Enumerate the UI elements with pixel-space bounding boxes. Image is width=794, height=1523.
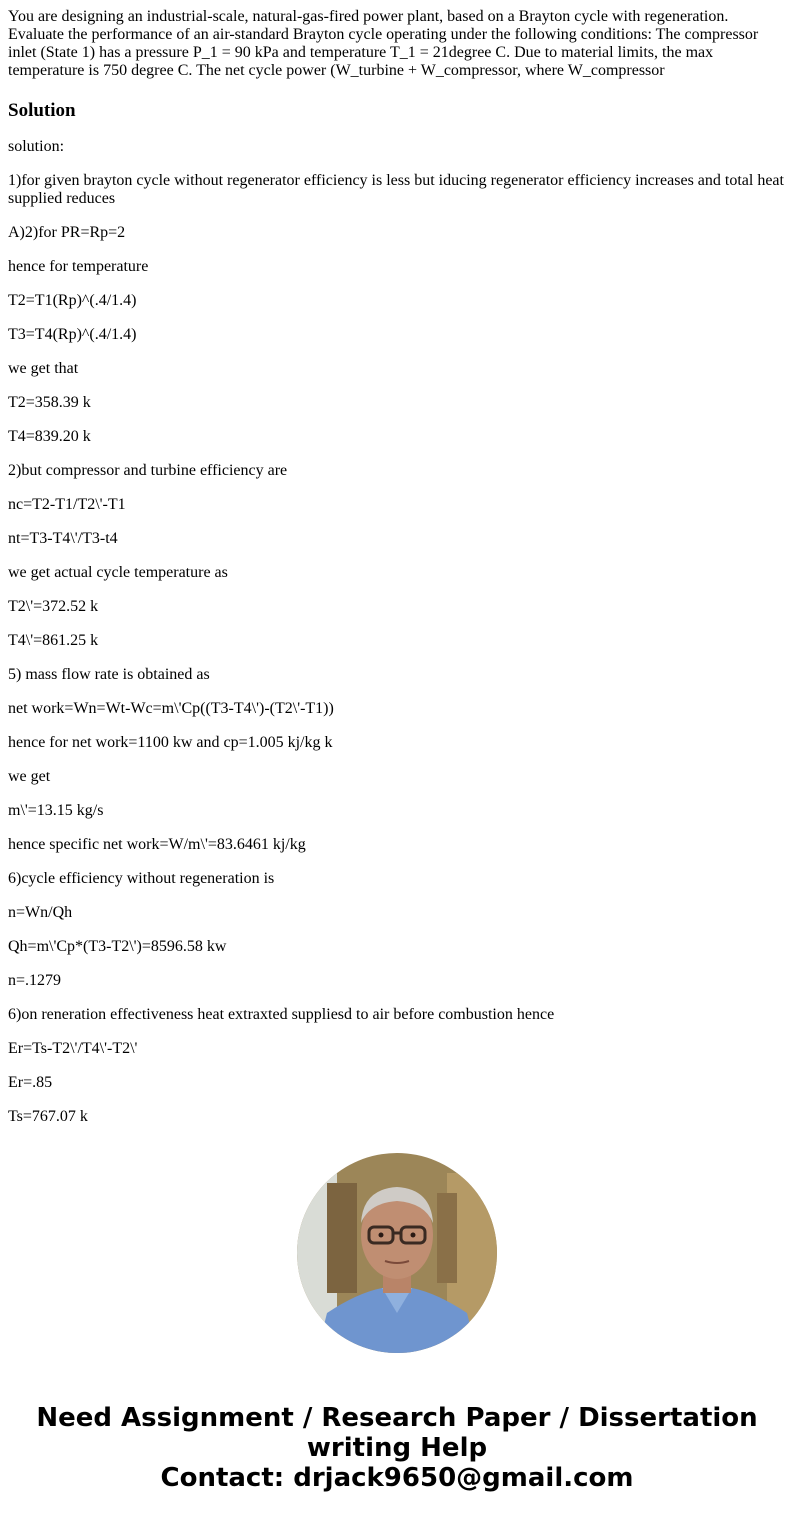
solution-line: T4\'=861.25 k <box>8 632 99 649</box>
solution-line: n=.1279 <box>8 972 62 989</box>
solution-line: T2=358.39 k <box>8 394 91 411</box>
solution-line: 6)cycle efficiency without regeneration is <box>8 870 275 887</box>
solution-heading: Solution <box>8 100 76 121</box>
solution-line: T3=T4(Rp)^(.4/1.4) <box>8 326 137 343</box>
solution-line: Er=.85 <box>8 1074 53 1091</box>
solution-line: 2)but compressor and turbine efficiency are <box>8 462 288 479</box>
solution-line: 5) mass flow rate is obtained as <box>8 666 210 683</box>
solution-line: T4=839.20 k <box>8 428 91 445</box>
solution-line: solution: <box>8 138 65 155</box>
solution-line: m\'=13.15 kg/s <box>8 802 104 819</box>
contact-email: Contact: drjack9650@gmail.com <box>160 1463 634 1493</box>
solution-line: nc=T2-T1/T2\'-T1 <box>8 496 126 513</box>
solution-line: 6)on reneration effectiveness heat extraxted suppliesd to air before combustion hence <box>8 1006 555 1023</box>
solution-line: hence specific net work=W/m\'=83.6461 kj/kg <box>8 836 306 853</box>
solution-line: Qh=m\'Cp*(T3-T2\')=8596.58 kw <box>8 938 227 955</box>
solution-line: hence for net work=1100 kw and cp=1.005 kj/kg k <box>8 734 333 751</box>
solution-line: Er=Ts-T2\'/T4\'-T2\' <box>8 1040 138 1057</box>
promo-line-1: Need Assignment / Research Paper / Dissertation <box>36 1403 758 1433</box>
solution-lines <box>8 138 786 1126</box>
solution-line: A)2)for PR=Rp=2 <box>8 224 126 241</box>
author-avatar <box>297 1153 497 1353</box>
solution-line: we get that <box>8 360 79 377</box>
solution-line: Ts=767.07 k <box>8 1108 88 1125</box>
solution-line: n=Wn/Qh <box>8 904 73 921</box>
solution-line: net work=Wn=Wt-Wc=m\'Cp((T3-T4\')-(T2\'-T1)) <box>8 700 334 717</box>
solution-line: T2=T1(Rp)^(.4/1.4) <box>8 292 137 309</box>
solution-line: we get actual cycle temperature as <box>8 564 228 581</box>
solution-line: T2\'=372.52 k <box>8 598 99 615</box>
promo-line-2: writing Help <box>306 1433 488 1463</box>
promo-footer <box>0 1403 794 1493</box>
solution-line: hence for temperature <box>8 258 149 275</box>
document-body <box>8 8 786 1126</box>
solution-line: nt=T3-T4\'/T3-t4 <box>8 530 118 547</box>
question-text: You are designing an industrial-scale, natural-gas-fired power plant, based on a Brayton cycle with regeneration. Evaluate the performance of an air-standard Brayton cycle operating under the following conditions: The compressor inlet (State 1) has a pressure P_1 = 90 kPa and temperature T_1 = 21degree C. Due to material limits, the max temperature is 750 degree C. The net cycle power (W_turbine + W_compressor, where W_compressor <box>8 8 759 79</box>
solution-line: 1)for given brayton cycle without regenerator efficiency is less but iducing regenerator efficiency increases and total heat supplied reduces <box>8 172 784 207</box>
solution-line: we get <box>8 768 51 785</box>
